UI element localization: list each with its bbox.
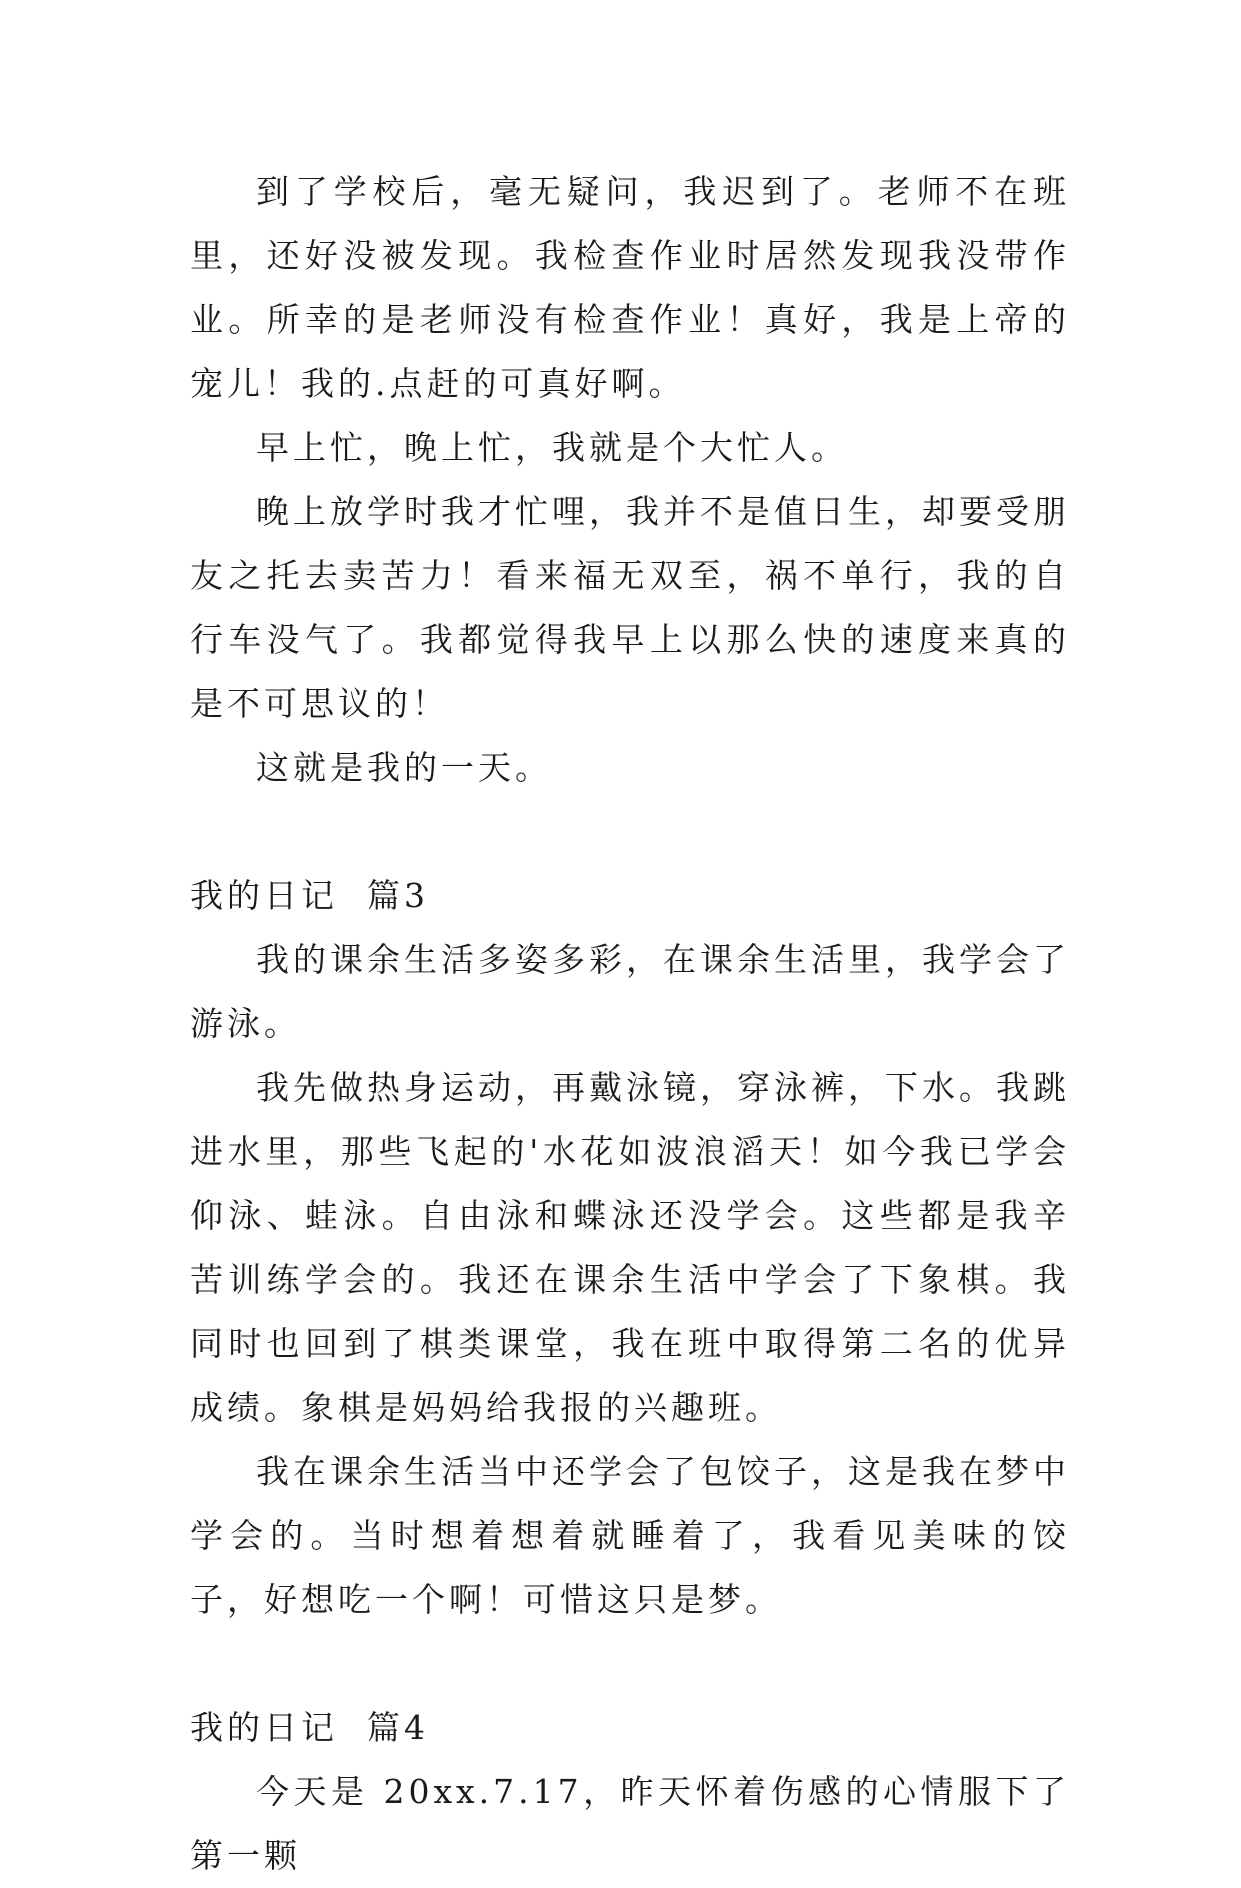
section-heading: 我的日记 篇4 [190,1708,429,1747]
paragraph: 我先做热身运动，再戴泳镜，穿泳裤，下水。我跳进水里，那些飞起的'水花如波浪滔天！如今我已学会仰泳、蛙泳。自由泳和蝶泳还没学会。这些都是我辛苦训练学会的。我还在课余生活中学会了下象棋。我同时也回到了棋类课堂，我在班中取得第二名的优异成绩。象棋是妈妈给我报的兴趣班。 [190,1068,1070,1427]
paragraph: 晚上放学时我才忙哩，我并不是值日生，却要受朋友之托去卖苦力！看来福无双至，祸不单行，我的自行车没气了。我都觉得我早上以那么快的速度来真的是不可思议的！ [190,492,1070,723]
paragraph: 我的课余生活多姿多彩，在课余生活里，我学会了游泳。 [190,940,1070,1043]
section-heading: 我的日记 篇3 [190,876,429,915]
paragraph: 到了学校后，毫无疑问，我迟到了。老师不在班里，还好没被发现。我检查作业时居然发现我没带作业。所幸的是老师没有检查作业！真好，我是上帝的宠儿！我的.点赶的可真好啊。 [190,172,1070,403]
paragraph: 早上忙，晚上忙，我就是个大忙人。 [256,428,848,467]
paragraph: 今天是 20xx.7.17，昨天怀着伤感的心情服下了第一颗 [190,1772,1070,1875]
paragraph: 我在课余生活当中还学会了包饺子，这是我在梦中学会的。当时想着想着就睡着了，我看见美味的饺子，好想吃一个啊！可惜这只是梦。 [190,1452,1070,1619]
document-body [190,160,1070,1888]
paragraph: 这就是我的一天。 [256,748,552,787]
